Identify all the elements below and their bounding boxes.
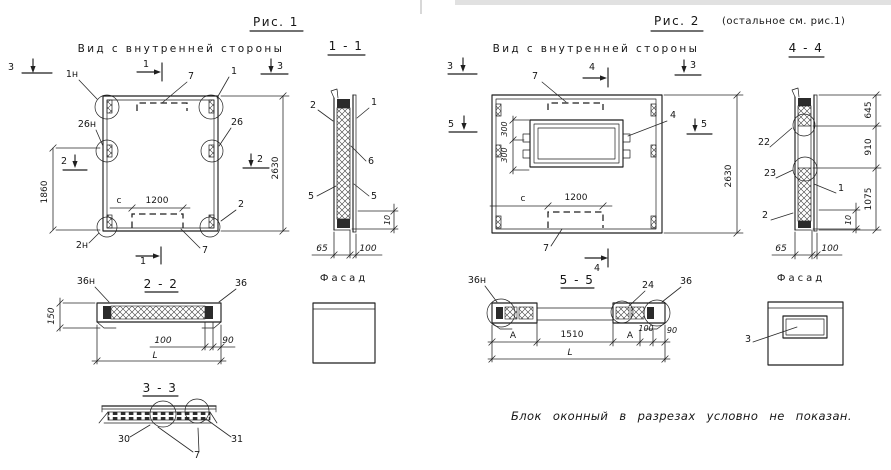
dim-910: 910: [864, 138, 874, 156]
callout-30: 30: [117, 434, 131, 445]
dim-645: 645: [864, 101, 874, 119]
callout-3: 3: [744, 334, 752, 345]
callout-31: 31: [230, 434, 244, 445]
callout-7: 7: [193, 450, 201, 461]
callout-36n: 36н: [76, 276, 96, 287]
section44-title: 4 - 4: [788, 41, 824, 55]
callout-7-bottom: 7: [201, 245, 209, 256]
fig1-section-mark-2-right: [243, 154, 269, 168]
fig1-section-mark-3-left: [8, 59, 52, 73]
svg-text:2: 2: [257, 154, 264, 165]
fig2-dimensions: [490, 92, 743, 236]
fig1-section-3-3: [99, 381, 243, 461]
dim-300-lower: 300: [500, 147, 509, 163]
dim-A-left: А: [509, 331, 517, 341]
fig1-section-2-2: [47, 276, 247, 364]
svg-text:2: 2: [60, 156, 68, 167]
callout-36: 36: [234, 278, 248, 289]
dim-100: 100: [638, 324, 654, 333]
dim-10: 10: [383, 214, 392, 226]
svg-text:3: 3: [277, 61, 284, 72]
fig1-title: Рис. 1: [253, 15, 299, 29]
dim-1510: 1510: [560, 330, 584, 340]
section11-title: 1 - 1: [328, 39, 364, 53]
window-opening: [530, 120, 623, 167]
fig1-section-mark-3-right: [261, 59, 288, 74]
callout-1n: 1н: [65, 69, 79, 80]
fig1-section-mark-1-bottom: [136, 247, 161, 267]
dim-65: 65: [316, 244, 328, 254]
svg-text:3: 3: [7, 62, 15, 73]
fig2-view-label: Вид с внутренней стороны: [492, 43, 700, 55]
fig2-section-4-4: [758, 41, 881, 259]
svg-text:1: 1: [142, 59, 150, 70]
callout-24: 24: [641, 280, 655, 291]
figure-1: [8, 15, 398, 461]
svg-text:5: 5: [701, 119, 708, 130]
dim-L: L: [567, 348, 573, 358]
callout-26: 26: [230, 117, 244, 128]
figure-2: [447, 14, 881, 423]
fig1-facade: [313, 273, 375, 363]
fig1-section-1-1: [308, 39, 398, 258]
dim-100: 100: [154, 336, 172, 346]
dim-1860: 1860: [40, 180, 50, 204]
dim-65: 65: [775, 244, 787, 254]
svg-text:3: 3: [690, 60, 697, 71]
callout-2: 2: [761, 210, 769, 221]
dim-2630: 2630: [271, 156, 281, 180]
fig1-section-mark-2-left: [61, 155, 87, 170]
callout-7-top: 7: [531, 71, 539, 82]
svg-text:3: 3: [446, 61, 454, 72]
callout-36: 36: [679, 276, 693, 287]
callout-23: 23: [763, 168, 777, 179]
fig2-title-note: (остальное см. рис.1): [722, 16, 846, 27]
dim-1200: 1200: [564, 193, 588, 203]
callout-22: 22: [757, 137, 771, 148]
callout-1: 1: [230, 66, 238, 77]
dim-90: 90: [222, 336, 234, 346]
dim-L: L: [152, 351, 158, 361]
dim-1075: 1075: [864, 187, 874, 211]
callout-1: 1: [837, 183, 845, 194]
dim-2630: 2630: [724, 164, 734, 188]
fig2-section-5-5: [468, 273, 692, 362]
fig1-facade-label: Фасад: [319, 273, 369, 284]
callout-7-top: 7: [187, 71, 195, 82]
dim-100: 100: [821, 244, 839, 254]
callout-2: 2: [237, 199, 245, 210]
fig2-panel-view: [492, 95, 662, 233]
callout-1: 1: [370, 97, 378, 108]
callout-5-right: 5: [370, 191, 378, 202]
fig2-facade-label: Фасад: [776, 273, 826, 284]
fig2-section-mark-5-right: [687, 119, 712, 134]
dim-90: 90: [666, 326, 678, 335]
fig1-section-mark-1-top: [137, 59, 162, 81]
callout-2n: 2н: [75, 240, 89, 251]
fig2-section-mark-3-left: [447, 58, 477, 74]
fig1-panel-view: [95, 95, 223, 237]
callout-4: 4: [669, 110, 677, 121]
section33-title: 3 - 3: [142, 381, 178, 395]
callout-2: 2: [309, 100, 317, 111]
dim-100: 100: [359, 244, 377, 254]
svg-text:4: 4: [593, 263, 601, 274]
dim-150: 150: [47, 307, 57, 325]
scan-artifacts: [421, 0, 891, 14]
section55-title: 5 - 5: [559, 273, 595, 287]
fig2-section-mark-5-left: [448, 116, 477, 132]
callout-36n: 36н: [467, 275, 487, 286]
svg-text:5: 5: [447, 119, 455, 130]
svg-text:4: 4: [588, 62, 596, 73]
dim-c: с: [520, 194, 526, 204]
fig2-section-mark-3-right: [675, 60, 701, 75]
dim-1200: 1200: [145, 196, 169, 206]
fig2-note: Блок оконный в разрезах условно не показан.: [511, 409, 852, 423]
svg-text:1: 1: [139, 256, 147, 267]
fig1-view-label: Вид с внутренней стороны: [77, 43, 285, 55]
dim-c: с: [116, 196, 122, 206]
callout-26n: 26н: [77, 119, 97, 130]
dim-10: 10: [844, 214, 853, 226]
dim-A-right: А: [626, 331, 634, 341]
callout-6: 6: [367, 156, 375, 167]
fig2-section-mark-4-bottom: [585, 249, 608, 274]
dim-300-upper: 300: [500, 121, 509, 137]
callout-7-bottom: 7: [542, 243, 550, 254]
section22-title: 2 - 2: [143, 277, 179, 291]
fig2-title: Рис. 2: [654, 14, 700, 28]
callout-5-left: 5: [307, 191, 315, 202]
fig2-section-mark-4-top: [583, 62, 608, 87]
fig2-facade: [745, 273, 843, 365]
